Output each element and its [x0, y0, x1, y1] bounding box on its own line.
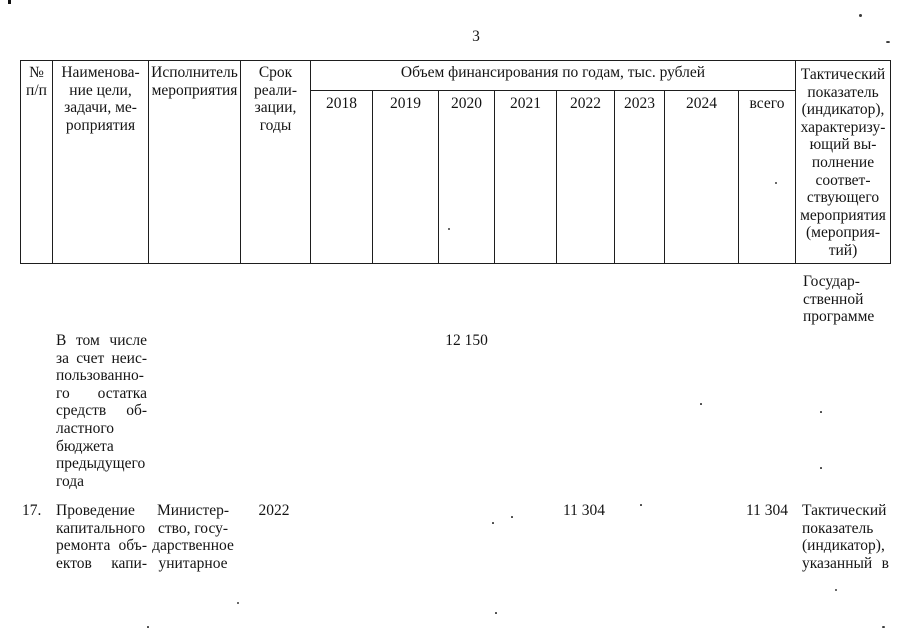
header-year-label: 2024 — [686, 95, 717, 112]
row-funding-2020: 12 150 — [445, 332, 488, 349]
scan-speck — [492, 522, 494, 524]
row-name-line: Проведение — [56, 502, 135, 519]
header-cell-year-2019 — [372, 90, 439, 264]
header-indicator-line: (индикатор), — [801, 101, 885, 119]
header-cell-year-2018 — [310, 90, 373, 264]
header-total-label: всего — [749, 95, 785, 112]
row-name-cell — [56, 332, 147, 490]
header-number-line: № — [29, 64, 44, 81]
indicator-line: (индикатор), — [802, 537, 885, 555]
row-name-cell — [56, 502, 147, 572]
header-indicator-line: ствующего — [806, 189, 880, 207]
row-name-line: В том числе — [56, 332, 147, 349]
row-indicator-cell — [802, 502, 889, 572]
indicator-line: показатель — [802, 519, 874, 537]
indicator-line: Государ- — [803, 273, 860, 290]
row-executor-line: дарственное — [152, 537, 234, 555]
scan-speck — [237, 602, 239, 604]
header-name-line: задачи, ме- — [64, 99, 137, 117]
scan-speck — [820, 411, 822, 413]
row-executor-cell — [148, 502, 238, 572]
header-cell-total — [738, 90, 796, 264]
row-name-line: средств об- — [56, 402, 147, 420]
header-year-label: 2023 — [624, 95, 655, 112]
row-number: 17. — [22, 502, 42, 519]
header-cell-year-2021 — [494, 90, 557, 264]
row-executor-line: ство, госу- — [157, 519, 229, 537]
page-number: 3 — [472, 28, 480, 45]
header-year-label: 2018 — [326, 95, 357, 112]
header-term-line: реали- — [253, 81, 298, 99]
header-funding-title: Объем финансирования по годам, тыс. рублей — [400, 64, 706, 81]
header-indicator-line: Тактический — [800, 66, 886, 83]
header-cell-executor — [148, 60, 241, 264]
row-name-line: года — [56, 472, 85, 490]
header-term-line: зации, — [254, 99, 297, 117]
header-name-line: ние цели, — [69, 81, 132, 99]
row-executor-line: унитарное — [158, 554, 228, 572]
header-name-line: Наименова- — [61, 64, 140, 81]
indicator-line: ственной — [803, 290, 864, 308]
header-indicator-line: тий) — [828, 241, 858, 259]
row-name-line: предыдущего — [56, 455, 146, 473]
indicator-line: Тактический — [802, 502, 887, 519]
header-cell-funding — [310, 60, 796, 91]
header-cell-name — [52, 60, 149, 264]
row-term: 2022 — [258, 502, 290, 519]
row-name-line: го остатка — [56, 384, 147, 402]
header-indicator-line: (мероприя- — [806, 224, 880, 242]
scan-speck — [820, 467, 822, 469]
header-cell-term — [240, 60, 311, 264]
header-name-line: роприятия — [65, 116, 136, 134]
header-cell-year-2020 — [438, 90, 495, 264]
header-cell-year-2023 — [614, 90, 665, 264]
header-number-line: п/п — [26, 81, 47, 99]
row-name-line: бюджета — [56, 437, 114, 455]
header-indicator-line: ющий вы- — [809, 136, 877, 154]
header-indicator-line: соответ- — [815, 171, 871, 189]
header-cell-year-2022 — [556, 90, 615, 264]
header-year-label: 2022 — [570, 95, 601, 112]
row-name-line: капитального — [56, 519, 146, 537]
scan-speck — [495, 612, 497, 614]
indicator-line: указанный в — [802, 554, 889, 572]
header-year-label: 2020 — [451, 95, 482, 112]
header-cell-number — [20, 60, 53, 264]
scan-speck — [640, 504, 642, 506]
header-indicator-line: показатель — [807, 83, 879, 101]
row-funding-2022: 11 304 — [562, 502, 606, 519]
scan-mark — [8, 0, 11, 4]
header-indicator-line: полнение — [811, 153, 875, 171]
header-term-line: Срок — [258, 64, 293, 81]
header-executor-line: мероприятия — [151, 81, 238, 99]
header-cell-year-2024 — [664, 90, 739, 264]
scan-speck — [700, 403, 702, 405]
scan-speck — [859, 14, 862, 17]
scan-speck — [882, 626, 885, 628]
header-executor-line: Исполнитель — [151, 64, 238, 81]
scan-speck — [147, 626, 149, 628]
header-year-label: 2021 — [510, 95, 541, 112]
scan-speck — [835, 589, 837, 591]
row-name-line: ластного — [56, 419, 115, 437]
header-indicator-line: характеризу- — [800, 118, 886, 136]
row-name-line: ремонта объ- — [56, 537, 147, 555]
scan-speck — [511, 516, 513, 518]
header-cell-indicator — [795, 60, 891, 264]
header-indicator-line: мероприятия — [800, 206, 886, 224]
row-funding-total: 11 304 — [745, 502, 789, 519]
row-name-line: ектов капи- — [56, 554, 147, 572]
row-name-line: пользованно- — [56, 367, 144, 385]
indicator-line: программе — [803, 308, 875, 326]
header-year-label: 2019 — [390, 95, 421, 112]
row-name-line: за счет неис- — [56, 349, 147, 367]
header-term-line: годы — [259, 116, 292, 134]
continuation-indicator — [803, 273, 889, 326]
row-executor-line: Министер- — [156, 502, 230, 519]
scan-speck — [886, 41, 890, 43]
